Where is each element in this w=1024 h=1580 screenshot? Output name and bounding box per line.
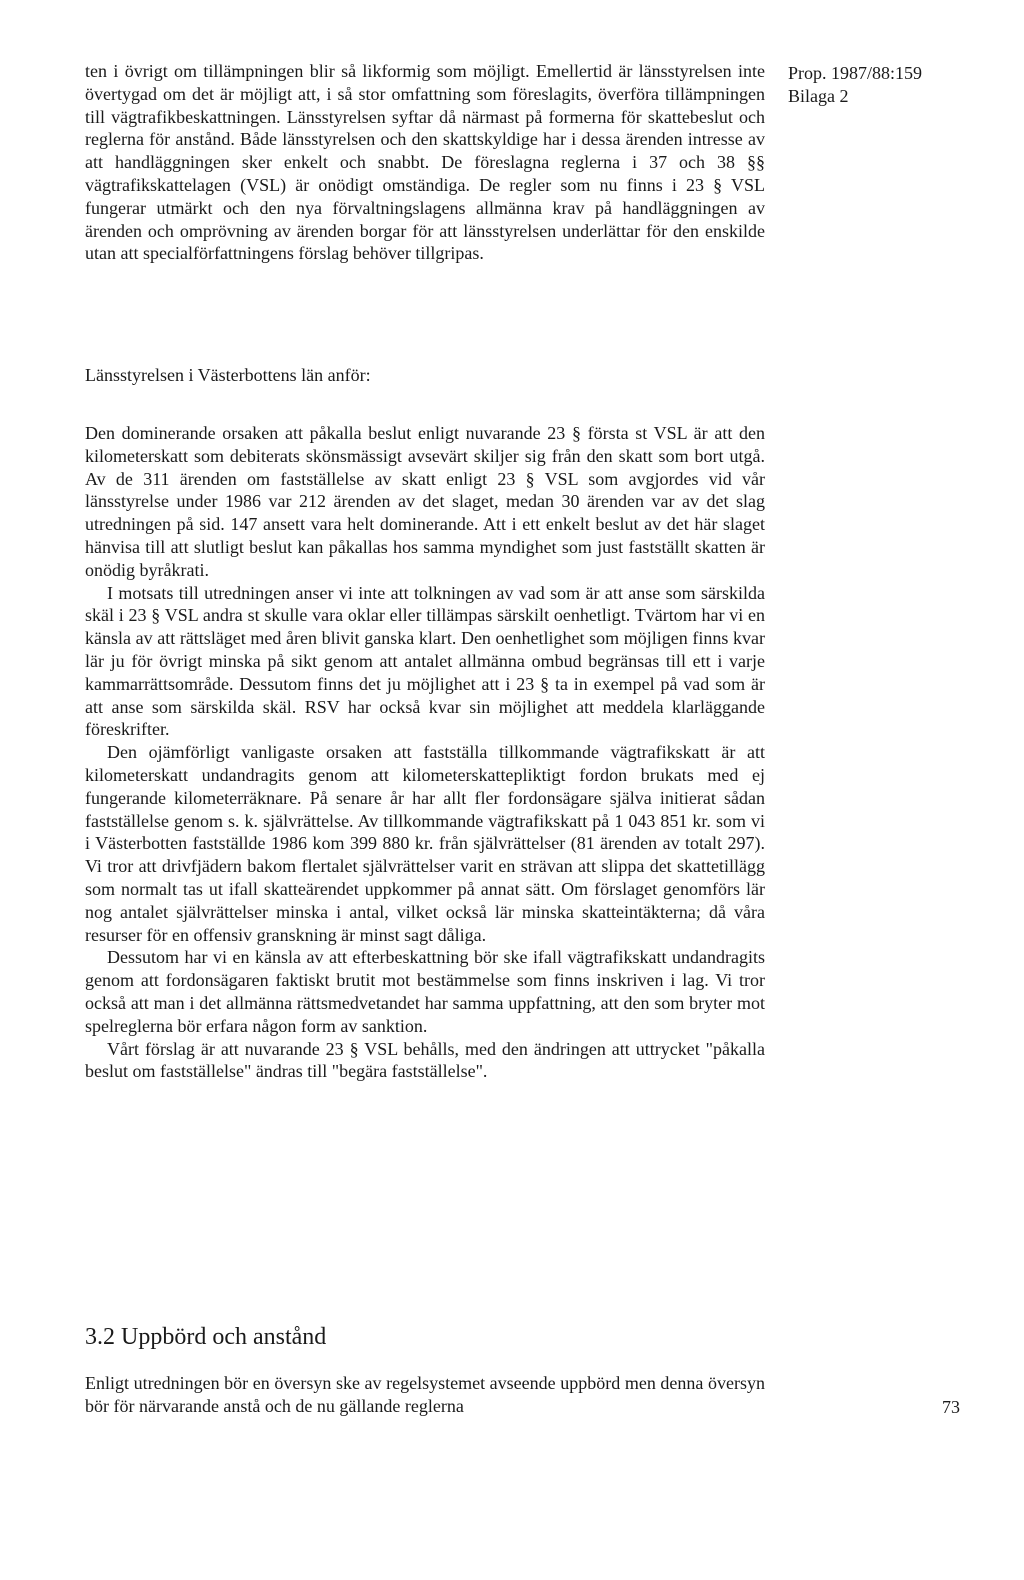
- quoted-statement: [85, 422, 765, 1083]
- section-body: [85, 1372, 765, 1418]
- paragraph: Den ojämförligt vanligaste orsaken att fastställa tillkommande vägtrafikskatt är att kilometerskatt undandragits genom att kilometerskattepliktigt fordon brukats med ej fungerande kilometerräknare. På senare år har allt fler fordonsägare själva initierat sådan fastställelse genom s. k. självrättelse. Av tillkommande vägtrafikskatt på 1 043 851 kr. som vi i Västerbotten fastställde 1986 kom 399 880 kr. från självrättelser (81 ärenden av totalt 297). Vi tror att drivfjädern bakom flertalet självrättelser varit en strävan att slippa det skattetillägg som normalt tas ut ifall skatteärendet uppkommer på annat sätt. Om förslaget genomförs lär nog antalet självrättelser minska i antal, vilket också lär minska skatteintäkterna; då våra resurser för en offensiv granskning är minst sagt dåliga.: [85, 742, 765, 945]
- body-text-continued: [85, 60, 765, 265]
- proposition-number: Prop. 1987/88:159: [788, 63, 923, 83]
- statement-intro: [85, 364, 765, 387]
- paragraph: Länsstyrelsen i Västerbottens län anför:: [85, 365, 371, 385]
- paragraph: Vårt förslag är att nuvarande 23 § VSL behålls, med den ändringen att uttrycket "påkalla beslut om fastställelse" ändras till "begära fastställelse".: [85, 1038, 765, 1082]
- paragraph: ten i övrigt om tillämpningen blir så likformig som möjligt. Emellertid är länsstyrelsen inte övertygad om det är möjligt att, i så stor omfattning som föreslagits, överföra tillämpningen till vägtrafikbeskattningen. Länsstyrelsen syftar då närmast på formerna för skattebeslut och reglerna för anstånd. Både länsstyrelsen och den skattskyldige har i dessa ärenden intresse av att handläggningen sker enkelt och snabbt. De föreslagna reglerna i 37 och 38 §§ vägtrafikskattelagen (VSL) är onödigt omständiga. De regler som nu finns i 23 § VSL fungerar utmärkt och den nya förvaltningslagens allmänna krav på handläggningen av ärenden och omprövning av ärenden borgar för att länsstyrelsen underlättar för den enskilde utan att specialförfattningens förslag behöver tillgripas.: [85, 61, 765, 264]
- paragraph: I motsats till utredningen anser vi inte att tolkningen av vad som är att anse som särskilda skäl i 23 § VSL andra st skulle vara oklar eller tillämpas särskilt oenhetligt. Tvärtom har vi en känsla av att rättsläget med åren blivit ganska klart. Den oenhetlighet som möjligen finns kvar lär ju för övrigt minska på sikt genom att antalet allmänna ombud begränsas till ett i varje kammarrättsområde. Dessutom finns det ju möjlighet att i 23 § ta in exempel på vad som är att anse som särskilda skäl. RSV har också kvar sin möjlighet att meddela klarläggande föreskrifter.: [85, 582, 765, 740]
- section-heading: 3.2 Uppbörd och anstånd: [85, 1324, 327, 1350]
- paragraph: Den dominerande orsaken att påkalla beslut enligt nuvarande 23 § första st VSL är att den kilometerskatt som debiterats skönsmässigt avsevärt skiljer sig från den skatt som bort utgå. Av de 311 ärenden om fastställelse av skatt enligt 23 § VSL som avgjordes vid vår länsstyrelse under 1986 var 212 ärenden av det slaget, medan 30 ärenden var av det slag utredningen på sid. 147 ansett vara helt dominerande. Att i ett enkelt beslut av det här slaget hänvisa till att slutligt beslut kan påkallas hos samma myndighet som just fastställt skatten är onödig byråkrati.: [85, 423, 765, 580]
- page-number: 73: [942, 1397, 960, 1417]
- paragraph: Dessutom har vi en känsla av att efterbeskattning bör ske ifall vägtrafikskatt undandragits genom att fordonsägaren faktiskt brutit mot bestämmelse som finns inskriven i lag. Vi tror också att man i det allmänna rättsmedvetandet har samma uppfattning, att den som bryter mot spelreglerna bör erfara någon form av sanktion.: [85, 947, 765, 1036]
- margin-reference: [788, 62, 922, 107]
- paragraph: Enligt utredningen bör en översyn ske av regelsystemet avseende uppbörd men denna översyn bör för närvarande anstå och de nu gällande reglerna: [85, 1373, 765, 1416]
- appendix-label: Bilaga 2: [788, 85, 849, 106]
